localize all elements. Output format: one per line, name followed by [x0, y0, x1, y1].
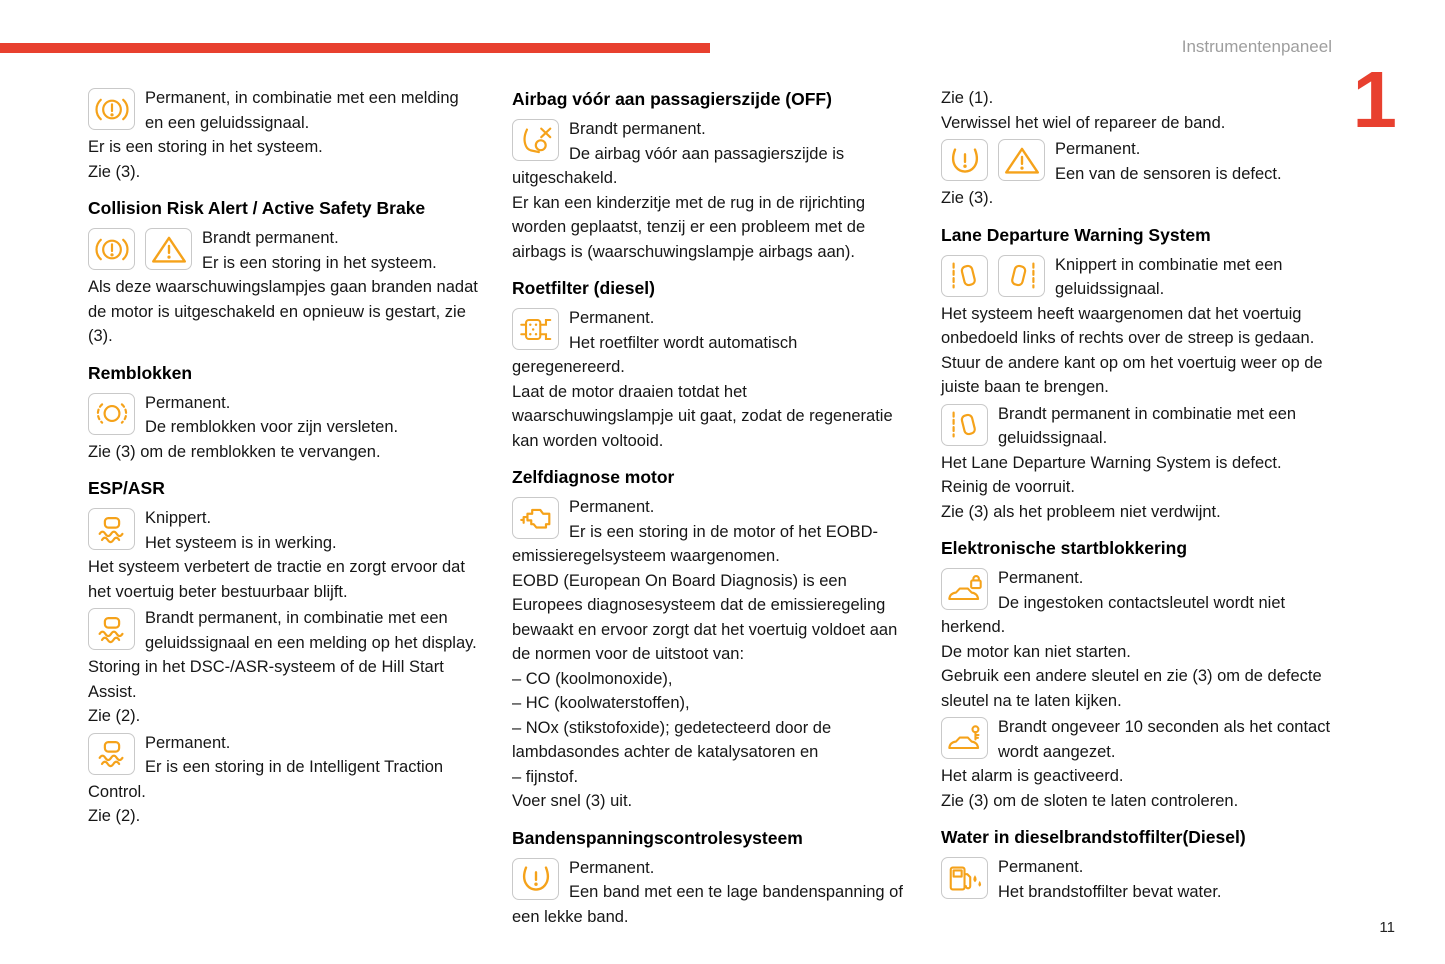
text-line: Het systeem is in werking.: [145, 533, 337, 552]
lane-departure-icon: [941, 404, 988, 446]
text-line: Het systeem verbetert de tractie en zorgt ervoor dat het voertuig beter bestuurbaar blijft.: [88, 558, 465, 601]
warning-entry: [88, 606, 480, 729]
text-line: – NOx (stikstofoxide); gedetecteerd door de lambdasondes achter de katalysatoren en: [512, 718, 832, 761]
esp-asr-icon: [88, 608, 135, 650]
text-line: Het systeem heeft waargenomen dat het voertuig onbedoeld links of rechts over de streep is gedaan. Stuur de andere kant op om het voertuig weer op de juiste baan te brengen.: [941, 304, 1323, 396]
text-line: Het roetfilter wordt automatisch geregenereerd.: [512, 333, 798, 376]
water-in-fuel-filter-icon: [941, 857, 988, 899]
warning-entry: [88, 391, 480, 465]
brake-system-warning-icon: [88, 88, 135, 130]
column-1: [88, 86, 480, 931]
text-line: Permanent.: [998, 858, 1084, 876]
text-line: Zie (3) om de remblokken te vervangen.: [88, 442, 381, 461]
text-line: Storing in het DSC-/ASR-systeem of de Hill Start Assist.: [88, 658, 444, 701]
text-line: – CO (koolmonoxide),: [512, 669, 673, 688]
lane-departure-left-icon: [941, 255, 988, 297]
airbag-passenger-off-icon: [512, 119, 559, 161]
text-line: Zie (3) om de sloten te laten controleren.: [941, 791, 1239, 810]
text-line: – fijnstof.: [512, 767, 579, 786]
warning-entry: [88, 86, 480, 184]
text-line: Brandt permanent.: [569, 120, 706, 138]
section-heading: Roetfilter (diesel): [512, 278, 655, 298]
text-line: Er is een storing in het systeem.: [202, 253, 437, 272]
warning-entry: [512, 306, 909, 453]
esp-asr-icon: [88, 733, 135, 775]
engine-diagnostics-icon: [512, 497, 559, 539]
page-number: 11: [1379, 919, 1395, 936]
content-columns: [88, 86, 1338, 931]
warning-entry: [941, 253, 1336, 400]
warning-triangle-icon: [145, 228, 192, 270]
text-line: Permanent.: [145, 733, 231, 752]
text-line: De remblokken voor zijn versleten.: [145, 418, 399, 436]
text-line: Zie (2).: [88, 807, 141, 825]
warning-entry: [88, 506, 480, 604]
text-line: Zie (3).: [941, 189, 994, 207]
text-line: Voer snel (3) uit.: [512, 792, 633, 810]
tire-pressure-icon: [512, 858, 559, 900]
text-line: De ingestoken contactsleutel wordt niet herkend.: [941, 593, 1286, 636]
section-heading: Remblokken: [88, 362, 193, 383]
warning-entry: [941, 402, 1336, 525]
brake-system-warning-icon: [88, 228, 135, 270]
text-line: Zie (2).: [88, 707, 141, 725]
text-line: Permanent.: [998, 569, 1084, 587]
particulate-filter-icon: [512, 308, 559, 350]
warning-entry: [941, 86, 1336, 135]
esp-asr-icon: [88, 508, 135, 550]
tire-pressure-icon: [941, 139, 988, 181]
text-line: Permanent, in combinatie met een melding en een geluidssignaal.: [145, 89, 459, 132]
text-line: Het Lane Departure Warning System is defect.: [941, 453, 1282, 472]
text-line: Het brandstoffilter bevat water.: [998, 882, 1222, 901]
text-line: Brandt permanent in combinatie met een geluidssignaal.: [998, 404, 1297, 447]
warning-entry: [941, 137, 1336, 211]
section-heading: Lane Departure Warning System: [941, 224, 1211, 245]
text-line: De airbag vóór aan passagierszijde is uitgeschakeld.: [512, 144, 845, 187]
text-line: Als deze waarschuwingslampjes gaan branden nadat de motor is uitgeschakeld en opnieuw is gestart, zie (3).: [88, 278, 478, 345]
text-line: – HC (koolwaterstoffen),: [512, 694, 690, 712]
section-heading: Airbag vóór aan passagierszijde (OFF): [512, 89, 832, 109]
page-header-label: Instrumentenpaneel: [1181, 37, 1332, 56]
text-line: Zie (3) als het probleem niet verdwijnt.: [941, 502, 1221, 521]
text-line: Permanent.: [569, 309, 655, 327]
section-heading: Zelfdiagnose motor: [512, 467, 675, 487]
text-line: Er is een storing in de motor of het EOBD-emissieregelsysteem waargenomen.: [512, 522, 879, 565]
text-line: Er is een storing in de Intelligent Traction Control.: [88, 758, 444, 801]
warning-entry: [941, 715, 1336, 813]
section-heading: Elektronische startblokkering: [941, 538, 1188, 558]
text-line: EOBD (European On Board Diagnosis) is een Europees diagnosesysteem dat de emissieregeling bewaakt en ervoor zorgt dat het voertuig voldoet aan de normen voor de uitstoot van:: [512, 571, 898, 663]
text-line: Reinig de voorruit.: [941, 478, 1075, 496]
text-line: Er is een storing in het systeem.: [88, 138, 323, 156]
text-line: Het alarm is geactiveerd.: [941, 767, 1124, 785]
warning-entry: [941, 855, 1336, 904]
warning-entry: [512, 856, 909, 930]
text-line: Knippert in combinatie met een geluidssignaal.: [1055, 255, 1283, 298]
text-line: Permanent.: [1055, 140, 1141, 158]
immobilizer-icon: [941, 568, 988, 610]
text-line: Zie (3).: [88, 162, 141, 181]
lane-departure-right-icon: [998, 255, 1045, 297]
column-2: [512, 86, 909, 931]
text-line: Een van de sensoren is defect.: [1055, 164, 1282, 183]
warning-entry: [512, 495, 909, 814]
text-line: Permanent.: [569, 858, 655, 877]
text-line: Permanent.: [145, 393, 231, 412]
text-line: De motor kan niet starten.: [941, 642, 1131, 661]
chapter-number: 1: [1352, 55, 1397, 144]
text-line: Zie (1).: [941, 89, 994, 107]
header-accent-bar: [0, 43, 710, 53]
warning-entry: [941, 566, 1336, 713]
text-line: Knippert.: [145, 509, 212, 527]
warning-entry: [88, 731, 480, 829]
text-line: Brandt permanent, in combinatie met een geluidssignaal en een melding op het display.: [145, 609, 477, 652]
text-line: Brandt permanent.: [202, 229, 339, 247]
text-line: Brandt ongeveer 10 seconden als het contact wordt aangezet.: [998, 718, 1331, 761]
text-line: Verwissel het wiel of repareer de band.: [941, 113, 1226, 132]
warning-entry: [88, 226, 480, 349]
warning-triangle-icon: [998, 139, 1045, 181]
section-heading: Water in dieselbrandstoffilter(Diesel): [941, 827, 1246, 847]
column-3: [941, 86, 1336, 931]
text-line: Er kan een kinderzitje met de rug in de rijrichting worden geplaatst, tenzij er een probleem met de airbags is (waarschuwingslampje airbags aan).: [512, 193, 866, 261]
section-heading: ESP/ASR: [88, 478, 165, 498]
text-line: Een band met een te lage bandenspanning of een lekke band.: [512, 883, 903, 926]
text-line: Permanent.: [569, 498, 655, 516]
text-line: Gebruik een andere sleutel en zie (3) om de defecte sleutel na te laten kijken.: [941, 667, 1322, 710]
warning-entry: [512, 117, 909, 264]
section-heading: Bandenspanningscontrolesysteem: [512, 827, 803, 848]
text-line: Laat de motor draaien totdat het waarschuwingslampje uit gaat, zodat de regeneratie kan worden voltooid.: [512, 382, 893, 450]
brake-pads-icon: [88, 393, 135, 435]
section-heading: Collision Risk Alert / Active Safety Brake: [88, 198, 426, 218]
alarm-icon: [941, 717, 988, 759]
